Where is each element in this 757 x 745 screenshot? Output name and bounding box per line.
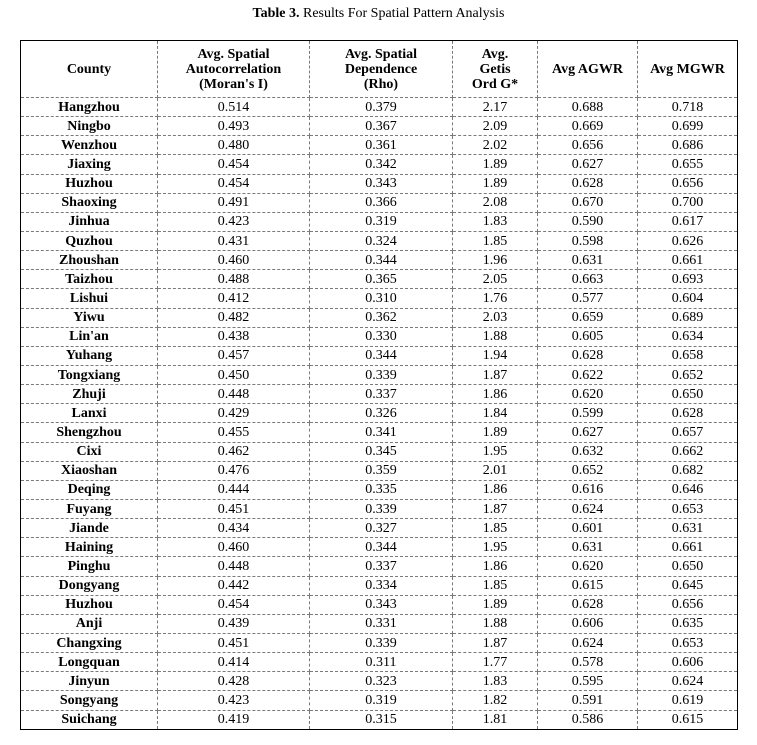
cell-county: Quzhou	[21, 231, 158, 250]
header-line: (Moran's I)	[199, 76, 268, 92]
table-row	[21, 499, 738, 518]
cell-getis-ord: 1.86	[453, 385, 538, 404]
header-line: Autocorrelation	[185, 61, 282, 77]
cell-rho: 0.342	[310, 155, 453, 174]
cell-avg-mgwr: 0.656	[638, 174, 738, 193]
cell-avg-agwr: 0.628	[538, 346, 638, 365]
cell-county: Longquan	[21, 653, 158, 672]
table-body	[21, 98, 738, 730]
table-row	[21, 480, 738, 499]
cell-getis-ord: 1.85	[453, 519, 538, 538]
cell-avg-mgwr: 0.650	[638, 385, 738, 404]
table-caption	[0, 6, 757, 22]
cell-county: Jiande	[21, 519, 158, 538]
cell-getis-ord: 2.08	[453, 193, 538, 212]
table-row	[21, 365, 738, 384]
cell-getis-ord: 1.87	[453, 499, 538, 518]
header-row	[21, 41, 738, 98]
cell-getis-ord: 1.89	[453, 155, 538, 174]
cell-avg-mgwr: 0.650	[638, 557, 738, 576]
cell-rho: 0.339	[310, 633, 453, 652]
cell-morans-i: 0.434	[158, 519, 310, 538]
header-line: County	[66, 61, 112, 77]
cell-county: Zhoushan	[21, 251, 158, 270]
cell-rho: 0.341	[310, 423, 453, 442]
cell-morans-i: 0.438	[158, 327, 310, 346]
cell-avg-mgwr: 0.631	[638, 519, 738, 538]
header-line: Getis	[479, 61, 511, 77]
cell-county: Pinghu	[21, 557, 158, 576]
cell-county: Deqing	[21, 480, 158, 499]
cell-getis-ord: 1.96	[453, 251, 538, 270]
cell-avg-agwr: 0.631	[538, 251, 638, 270]
cell-morans-i: 0.493	[158, 117, 310, 136]
cell-morans-i: 0.439	[158, 614, 310, 633]
cell-rho: 0.366	[310, 193, 453, 212]
header-county	[21, 41, 158, 98]
cell-county: Changxing	[21, 633, 158, 652]
header-line: (Rho)	[363, 76, 399, 92]
cell-morans-i: 0.412	[158, 289, 310, 308]
header-line: Avg.	[481, 46, 509, 62]
header-line: Ord G*	[471, 76, 519, 92]
table-row	[21, 423, 738, 442]
cell-morans-i: 0.414	[158, 653, 310, 672]
table-row	[21, 614, 738, 633]
cell-rho: 0.367	[310, 117, 453, 136]
cell-getis-ord: 2.02	[453, 136, 538, 155]
cell-avg-mgwr: 0.655	[638, 155, 738, 174]
cell-rho: 0.343	[310, 174, 453, 193]
cell-avg-agwr: 0.656	[538, 136, 638, 155]
cell-county: Songyang	[21, 691, 158, 710]
cell-avg-agwr: 0.669	[538, 117, 638, 136]
cell-county: Jinhua	[21, 212, 158, 231]
cell-avg-agwr: 0.595	[538, 672, 638, 691]
cell-avg-agwr: 0.598	[538, 231, 638, 250]
cell-morans-i: 0.457	[158, 346, 310, 365]
table-row	[21, 212, 738, 231]
cell-avg-mgwr: 0.646	[638, 480, 738, 499]
table-row	[21, 136, 738, 155]
cell-avg-agwr: 0.624	[538, 499, 638, 518]
cell-county: Shaoxing	[21, 193, 158, 212]
cell-avg-agwr: 0.663	[538, 270, 638, 289]
cell-avg-mgwr: 0.657	[638, 423, 738, 442]
header-line: Avg AGWR	[552, 61, 623, 77]
table-row	[21, 519, 738, 538]
cell-avg-agwr: 0.632	[538, 442, 638, 461]
cell-morans-i: 0.460	[158, 251, 310, 270]
cell-getis-ord: 1.89	[453, 423, 538, 442]
cell-rho: 0.319	[310, 691, 453, 710]
cell-avg-agwr: 0.627	[538, 155, 638, 174]
cell-avg-mgwr: 0.686	[638, 136, 738, 155]
cell-rho: 0.319	[310, 212, 453, 231]
cell-avg-mgwr: 0.661	[638, 538, 738, 557]
cell-avg-mgwr: 0.604	[638, 289, 738, 308]
cell-avg-agwr: 0.652	[538, 461, 638, 480]
cell-avg-mgwr: 0.617	[638, 212, 738, 231]
cell-getis-ord: 1.89	[453, 174, 538, 193]
cell-rho: 0.344	[310, 251, 453, 270]
cell-morans-i: 0.448	[158, 557, 310, 576]
cell-morans-i: 0.431	[158, 231, 310, 250]
table-row	[21, 461, 738, 480]
cell-morans-i: 0.444	[158, 480, 310, 499]
cell-avg-mgwr: 0.652	[638, 365, 738, 384]
cell-county: Jinyun	[21, 672, 158, 691]
table-row	[21, 308, 738, 327]
cell-county: Anji	[21, 614, 158, 633]
cell-avg-agwr: 0.590	[538, 212, 638, 231]
cell-getis-ord: 1.86	[453, 480, 538, 499]
cell-county: Yuhang	[21, 346, 158, 365]
cell-avg-agwr: 0.601	[538, 519, 638, 538]
cell-county: Lishui	[21, 289, 158, 308]
cell-rho: 0.362	[310, 308, 453, 327]
cell-morans-i: 0.476	[158, 461, 310, 480]
cell-rho: 0.310	[310, 289, 453, 308]
cell-county: Dongyang	[21, 576, 158, 595]
cell-getis-ord: 1.81	[453, 710, 538, 729]
cell-county: Xiaoshan	[21, 461, 158, 480]
cell-rho: 0.315	[310, 710, 453, 729]
header-line: Avg. Spatial	[197, 46, 270, 62]
cell-avg-mgwr: 0.693	[638, 270, 738, 289]
cell-county: Lin'an	[21, 327, 158, 346]
cell-avg-mgwr: 0.635	[638, 614, 738, 633]
cell-county: Huzhou	[21, 174, 158, 193]
cell-avg-mgwr: 0.661	[638, 251, 738, 270]
cell-avg-agwr: 0.628	[538, 595, 638, 614]
cell-avg-mgwr: 0.689	[638, 308, 738, 327]
cell-avg-agwr: 0.586	[538, 710, 638, 729]
cell-getis-ord: 1.95	[453, 442, 538, 461]
header-avg-mgwr	[638, 41, 738, 98]
cell-rho: 0.379	[310, 98, 453, 117]
cell-avg-agwr: 0.616	[538, 480, 638, 499]
cell-morans-i: 0.514	[158, 98, 310, 117]
header-rho	[310, 41, 453, 98]
cell-rho: 0.311	[310, 653, 453, 672]
cell-rho: 0.365	[310, 270, 453, 289]
cell-morans-i: 0.429	[158, 404, 310, 423]
table-row	[21, 538, 738, 557]
cell-avg-mgwr: 0.645	[638, 576, 738, 595]
cell-avg-agwr: 0.620	[538, 385, 638, 404]
cell-morans-i: 0.482	[158, 308, 310, 327]
table-row	[21, 174, 738, 193]
cell-avg-agwr: 0.578	[538, 653, 638, 672]
cell-rho: 0.330	[310, 327, 453, 346]
cell-avg-agwr: 0.599	[538, 404, 638, 423]
table-row	[21, 270, 738, 289]
cell-avg-agwr: 0.688	[538, 98, 638, 117]
cell-morans-i: 0.419	[158, 710, 310, 729]
cell-rho: 0.323	[310, 672, 453, 691]
cell-getis-ord: 1.82	[453, 691, 538, 710]
cell-rho: 0.334	[310, 576, 453, 595]
cell-rho: 0.344	[310, 538, 453, 557]
cell-county: Lanxi	[21, 404, 158, 423]
cell-getis-ord: 1.77	[453, 653, 538, 672]
cell-rho: 0.335	[310, 480, 453, 499]
cell-morans-i: 0.455	[158, 423, 310, 442]
table-title: Results For Spatial Pattern Analysis	[303, 6, 505, 21]
cell-avg-agwr: 0.591	[538, 691, 638, 710]
cell-avg-mgwr: 0.682	[638, 461, 738, 480]
cell-morans-i: 0.488	[158, 270, 310, 289]
cell-getis-ord: 1.84	[453, 404, 538, 423]
cell-getis-ord: 1.88	[453, 614, 538, 633]
cell-morans-i: 0.450	[158, 365, 310, 384]
cell-county: Huzhou	[21, 595, 158, 614]
cell-getis-ord: 1.85	[453, 576, 538, 595]
cell-avg-agwr: 0.624	[538, 633, 638, 652]
cell-rho: 0.327	[310, 519, 453, 538]
header-line: Dependence	[344, 61, 418, 77]
cell-avg-mgwr: 0.656	[638, 595, 738, 614]
cell-rho: 0.337	[310, 557, 453, 576]
cell-avg-agwr: 0.605	[538, 327, 638, 346]
table-row	[21, 289, 738, 308]
table-row	[21, 193, 738, 212]
results-table	[20, 40, 738, 730]
cell-getis-ord: 1.89	[453, 595, 538, 614]
cell-rho: 0.326	[310, 404, 453, 423]
cell-avg-mgwr: 0.700	[638, 193, 738, 212]
cell-getis-ord: 2.09	[453, 117, 538, 136]
cell-avg-mgwr: 0.624	[638, 672, 738, 691]
cell-county: Jiaxing	[21, 155, 158, 174]
cell-morans-i: 0.423	[158, 212, 310, 231]
cell-rho: 0.361	[310, 136, 453, 155]
cell-county: Zhuji	[21, 385, 158, 404]
table-row	[21, 595, 738, 614]
table-row	[21, 404, 738, 423]
cell-getis-ord: 1.76	[453, 289, 538, 308]
cell-rho: 0.343	[310, 595, 453, 614]
table-row	[21, 251, 738, 270]
table-row	[21, 710, 738, 729]
cell-avg-agwr: 0.628	[538, 174, 638, 193]
cell-avg-agwr: 0.631	[538, 538, 638, 557]
table-row	[21, 442, 738, 461]
cell-county: Shengzhou	[21, 423, 158, 442]
cell-avg-mgwr: 0.699	[638, 117, 738, 136]
cell-rho: 0.324	[310, 231, 453, 250]
cell-morans-i: 0.448	[158, 385, 310, 404]
cell-morans-i: 0.454	[158, 155, 310, 174]
cell-getis-ord: 2.03	[453, 308, 538, 327]
header-morans-i	[158, 41, 310, 98]
cell-morans-i: 0.423	[158, 691, 310, 710]
table-number: Table 3.	[252, 6, 300, 21]
cell-getis-ord: 1.83	[453, 672, 538, 691]
cell-morans-i: 0.462	[158, 442, 310, 461]
cell-getis-ord: 1.83	[453, 212, 538, 231]
cell-county: Yiwu	[21, 308, 158, 327]
cell-morans-i: 0.454	[158, 174, 310, 193]
table-row	[21, 557, 738, 576]
cell-rho: 0.339	[310, 365, 453, 384]
cell-getis-ord: 2.05	[453, 270, 538, 289]
table-row	[21, 327, 738, 346]
cell-morans-i: 0.442	[158, 576, 310, 595]
cell-avg-agwr: 0.615	[538, 576, 638, 595]
table-row	[21, 155, 738, 174]
cell-avg-mgwr: 0.619	[638, 691, 738, 710]
cell-avg-mgwr: 0.628	[638, 404, 738, 423]
table-row	[21, 672, 738, 691]
header-line: Avg. Spatial	[344, 46, 418, 62]
table-row	[21, 117, 738, 136]
cell-avg-agwr: 0.670	[538, 193, 638, 212]
cell-avg-agwr: 0.577	[538, 289, 638, 308]
cell-avg-agwr: 0.620	[538, 557, 638, 576]
table-row	[21, 576, 738, 595]
cell-getis-ord: 1.94	[453, 346, 538, 365]
cell-getis-ord: 1.95	[453, 538, 538, 557]
cell-avg-mgwr: 0.658	[638, 346, 738, 365]
cell-county: Tongxiang	[21, 365, 158, 384]
cell-avg-agwr: 0.622	[538, 365, 638, 384]
cell-rho: 0.344	[310, 346, 453, 365]
header-avg-agwr	[538, 41, 638, 98]
cell-county: Suichang	[21, 710, 158, 729]
cell-avg-agwr: 0.627	[538, 423, 638, 442]
cell-getis-ord: 1.88	[453, 327, 538, 346]
header-getis-ord	[453, 41, 538, 98]
cell-avg-agwr: 0.659	[538, 308, 638, 327]
cell-getis-ord: 2.17	[453, 98, 538, 117]
table-row	[21, 98, 738, 117]
cell-getis-ord: 1.86	[453, 557, 538, 576]
cell-morans-i: 0.451	[158, 633, 310, 652]
cell-avg-mgwr: 0.662	[638, 442, 738, 461]
cell-morans-i: 0.428	[158, 672, 310, 691]
cell-avg-mgwr: 0.653	[638, 499, 738, 518]
table-row	[21, 633, 738, 652]
cell-avg-mgwr: 0.626	[638, 231, 738, 250]
cell-getis-ord: 1.85	[453, 231, 538, 250]
cell-county: Haining	[21, 538, 158, 557]
cell-county: Ningbo	[21, 117, 158, 136]
cell-morans-i: 0.460	[158, 538, 310, 557]
cell-morans-i: 0.480	[158, 136, 310, 155]
header-line: Avg MGWR	[650, 61, 725, 77]
table-row	[21, 385, 738, 404]
cell-avg-mgwr: 0.718	[638, 98, 738, 117]
cell-county: Hangzhou	[21, 98, 158, 117]
cell-avg-mgwr: 0.606	[638, 653, 738, 672]
cell-getis-ord: 1.87	[453, 365, 538, 384]
table-row	[21, 691, 738, 710]
table-row	[21, 346, 738, 365]
cell-morans-i: 0.454	[158, 595, 310, 614]
cell-rho: 0.345	[310, 442, 453, 461]
cell-avg-mgwr: 0.653	[638, 633, 738, 652]
table-row	[21, 653, 738, 672]
cell-avg-mgwr: 0.634	[638, 327, 738, 346]
cell-county: Taizhou	[21, 270, 158, 289]
cell-rho: 0.331	[310, 614, 453, 633]
cell-rho: 0.359	[310, 461, 453, 480]
cell-getis-ord: 1.87	[453, 633, 538, 652]
cell-county: Fuyang	[21, 499, 158, 518]
table-row	[21, 231, 738, 250]
cell-morans-i: 0.451	[158, 499, 310, 518]
cell-county: Wenzhou	[21, 136, 158, 155]
cell-county: Cixi	[21, 442, 158, 461]
cell-morans-i: 0.491	[158, 193, 310, 212]
cell-avg-agwr: 0.606	[538, 614, 638, 633]
cell-rho: 0.339	[310, 499, 453, 518]
cell-getis-ord: 2.01	[453, 461, 538, 480]
cell-rho: 0.337	[310, 385, 453, 404]
cell-avg-mgwr: 0.615	[638, 710, 738, 729]
